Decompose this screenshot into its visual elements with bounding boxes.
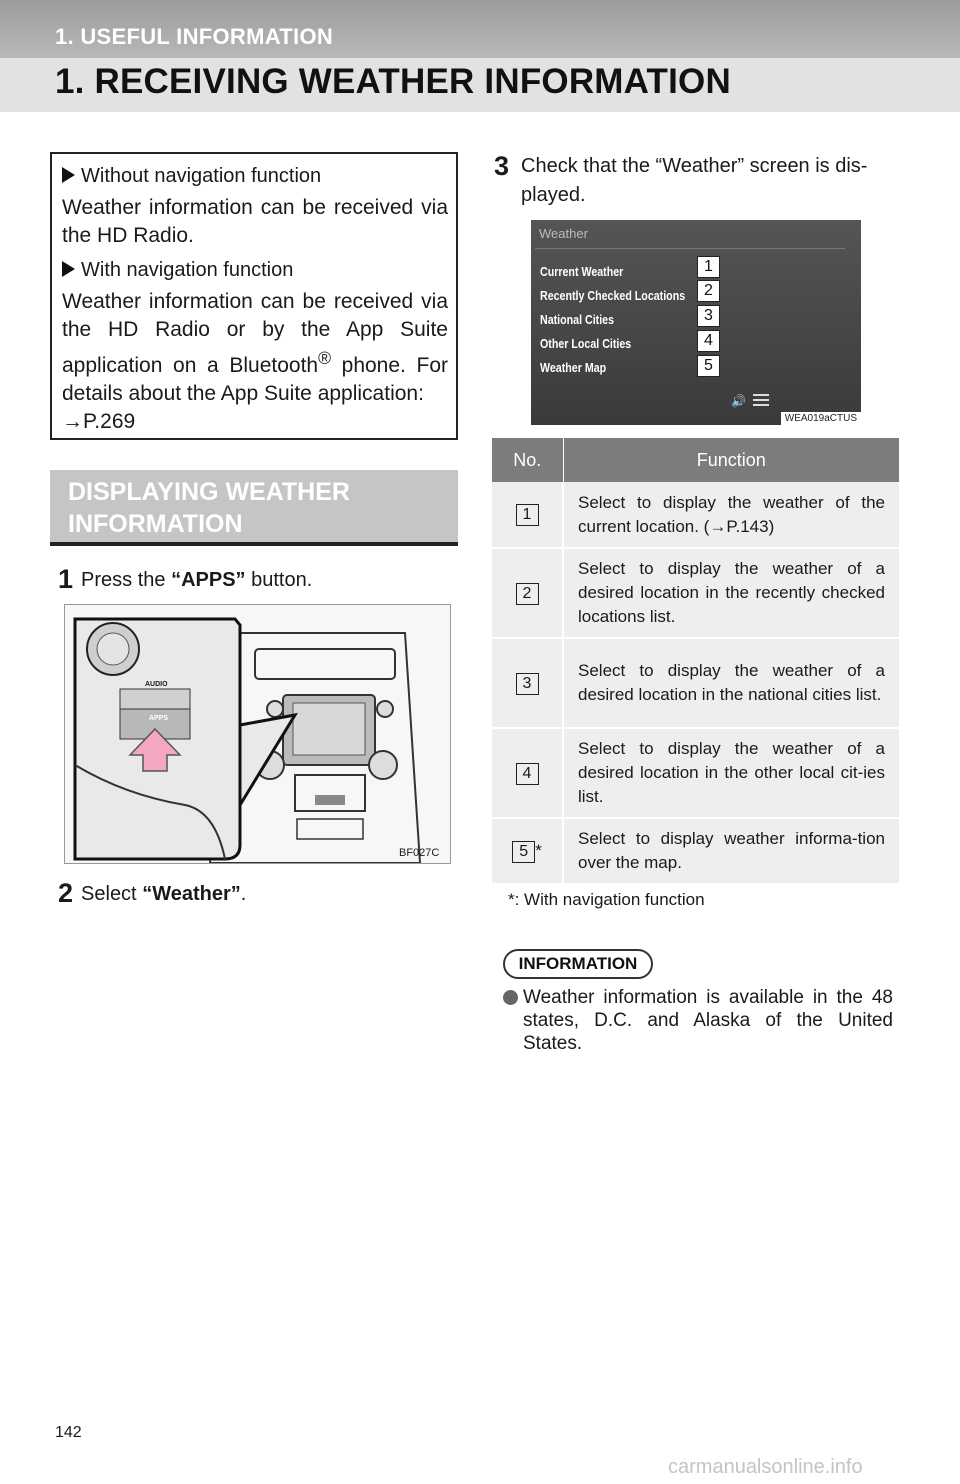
callout-5: 5: [697, 355, 720, 377]
row-number-box: 1: [516, 504, 539, 526]
dashboard-drawing: [65, 605, 450, 863]
page-header: [0, 0, 960, 112]
step-3: 3 Check that the “Weather” screen is dis-played.: [494, 151, 868, 206]
row-function-text: Select to display the weather of the current location. (→P.143): [563, 482, 899, 548]
audio-button-label: AUDIO: [145, 681, 168, 688]
information-label: INFORMATION: [503, 949, 653, 979]
triangle-bullet-icon: [62, 167, 75, 183]
dashboard-illustration: [64, 604, 451, 864]
information-text: Weather information is available in the 48 states, D.C. and Alaska of the United States.: [523, 987, 893, 1054]
row-function-text: Select to display the weather of a desired location in the recently checked locations list.: [563, 548, 899, 638]
callout-1: 1: [697, 256, 720, 278]
row-number-box: 2: [516, 583, 539, 605]
image-code: BF027C: [399, 847, 440, 859]
row-footnote-mark: *: [535, 841, 542, 860]
row-number-box: 4: [516, 763, 539, 785]
row-function-text: Select to display weather informa-tion over the map.: [563, 818, 899, 884]
column-header-no: No.: [492, 438, 563, 482]
watermark: carmanualsonline.info: [668, 1456, 863, 1478]
menu-recently-checked[interactable]: Recently Checked Locations: [540, 288, 686, 303]
menu-weather-map[interactable]: Weather Map: [540, 360, 607, 375]
row-number-box: 3: [516, 673, 539, 695]
row-function-text: Select to display the weather of a desired location in the other local cit-ies list.: [563, 728, 899, 818]
column-header-function: Function: [563, 438, 899, 482]
registered-mark: ®: [318, 348, 331, 368]
menu-number-callouts: [697, 256, 837, 382]
image-code: WEA019aCTUS: [781, 412, 861, 425]
table-row: [492, 818, 899, 884]
apps-button-label: APPS: [149, 715, 169, 722]
screen-title: Weather: [539, 226, 588, 241]
menu-icon: [753, 392, 769, 406]
step-1: 1 Press the “APPS” button.: [58, 564, 313, 594]
triangle-bullet-icon: [62, 261, 75, 277]
callout-2: 2: [697, 280, 720, 302]
table-row: [492, 548, 899, 638]
table-footnote: *: With navigation function: [508, 890, 705, 909]
chapter-title: 1. USEFUL INFORMATION: [55, 24, 334, 49]
table-row: [492, 482, 899, 548]
speaker-icon: 🔊: [731, 394, 746, 408]
availability-box: [50, 152, 458, 440]
page-reference[interactable]: →P.269: [62, 410, 136, 433]
without-nav-text: Weather information can be received via the HD Radio.: [62, 196, 448, 247]
information-item: [503, 986, 893, 1055]
without-nav-heading: Without navigation function: [62, 162, 448, 190]
page-title: 1. RECEIVING WEATHER INFORMATION: [55, 62, 731, 101]
function-table: [492, 438, 899, 885]
with-nav-text: Weather information can be received via the HD Radio or by the App Suite application on a Bluetooth® phone. For details about the App Suite application: →P.269: [62, 290, 448, 433]
menu-other-local-cities[interactable]: Other Local Cities: [540, 336, 632, 351]
table-row: [492, 728, 899, 818]
step-2: 2 Select “Weather”.: [58, 878, 247, 908]
weather-screen-image: [531, 220, 861, 425]
callout-4: 4: [697, 330, 720, 352]
table-row: [492, 638, 899, 728]
row-number-box: 5: [512, 841, 535, 863]
bullet-dot-icon: [503, 990, 518, 1005]
section-heading: DISPLAYING WEATHER INFORMATION: [50, 470, 458, 546]
with-nav-heading: With navigation function: [62, 256, 448, 284]
callout-3: 3: [697, 305, 720, 327]
menu-national-cities[interactable]: National Cities: [540, 312, 615, 327]
row-function-text: Select to display the weather of a desired location in the national cities list.: [563, 638, 899, 728]
page-number: 142: [55, 1424, 82, 1441]
menu-current-weather[interactable]: Current Weather: [540, 264, 624, 279]
